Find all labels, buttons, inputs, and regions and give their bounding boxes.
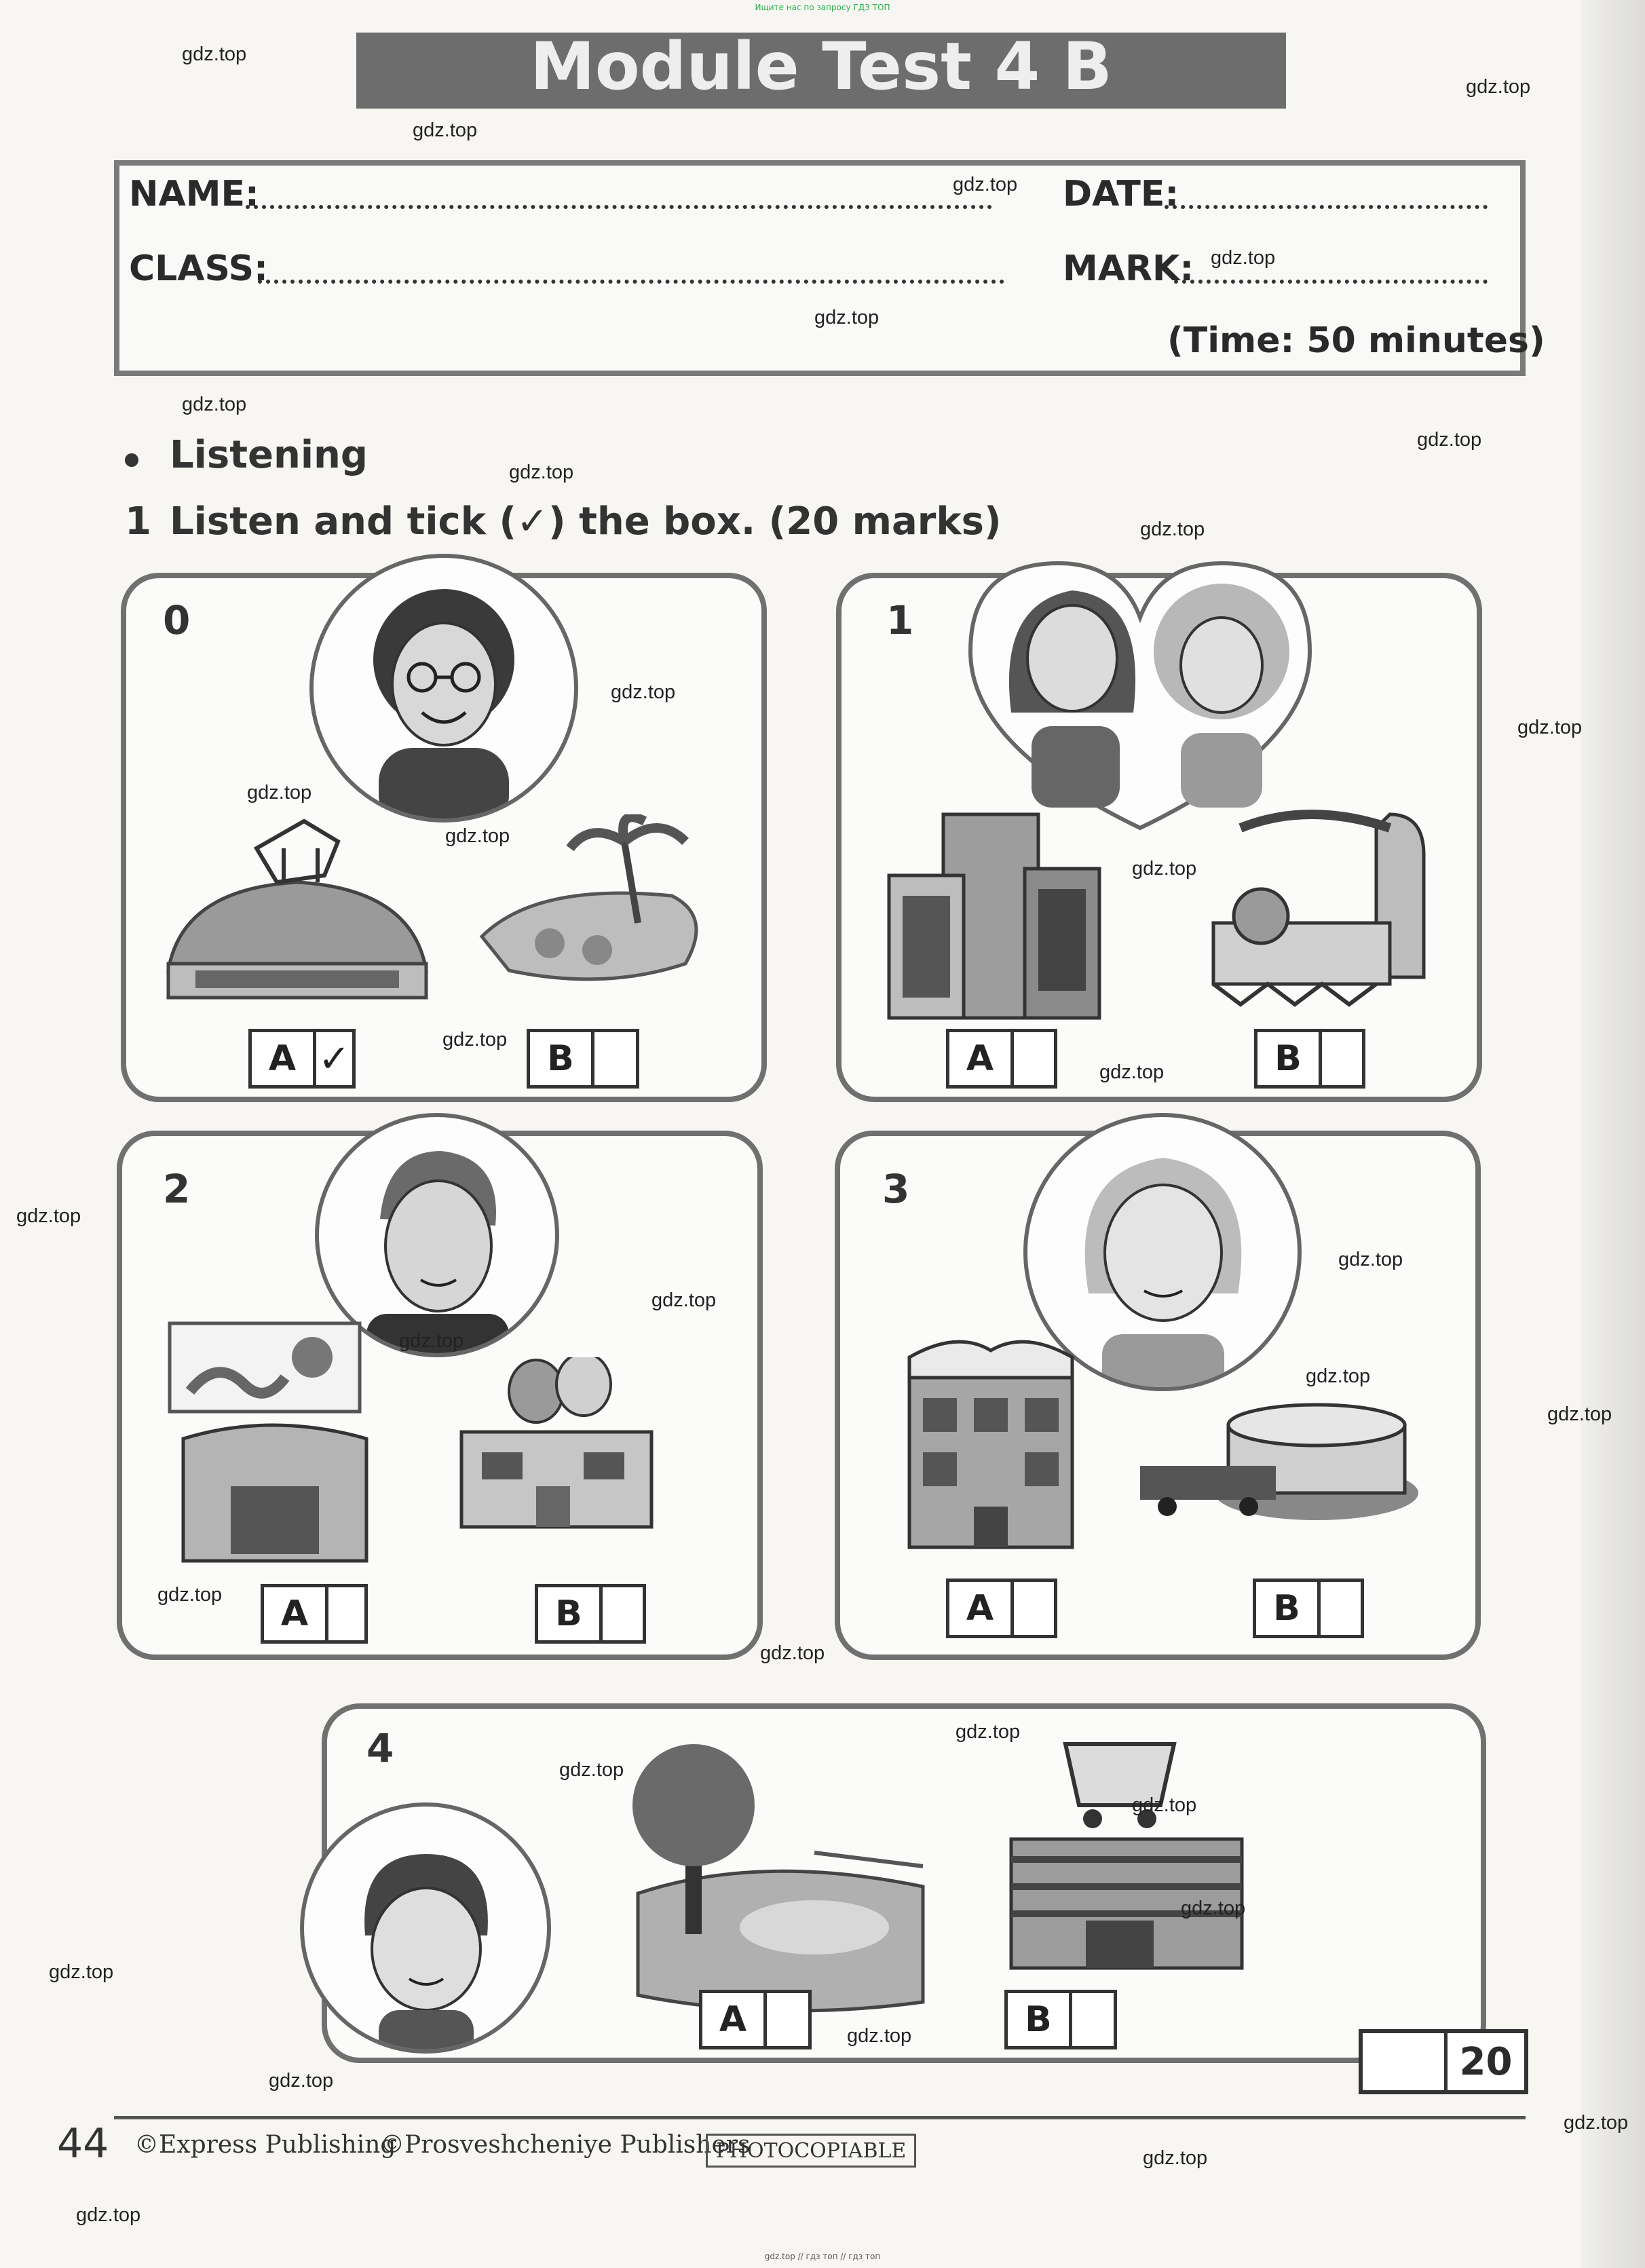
panel-2-choice-a[interactable] bbox=[261, 1584, 368, 1644]
panel-4-choice-b[interactable] bbox=[1004, 1990, 1117, 2049]
station-picture bbox=[1127, 1391, 1425, 1527]
watermark-text: gdz.top bbox=[509, 461, 574, 483]
boy-portrait bbox=[309, 554, 578, 823]
tick-box bbox=[328, 1587, 364, 1640]
watermark-text: gdz.top bbox=[1099, 1061, 1165, 1083]
watermark-text: gdz.top bbox=[1143, 2147, 1208, 2169]
supermarket-picture bbox=[998, 1731, 1255, 1975]
watermark-text: gdz.top bbox=[247, 782, 312, 804]
cinema-picture bbox=[163, 1317, 387, 1574]
watermark-text: gdz.top bbox=[611, 681, 676, 703]
panel-1-choice-a[interactable] bbox=[946, 1029, 1057, 1089]
tick-box bbox=[1072, 1993, 1114, 2046]
section-bullet bbox=[125, 453, 138, 467]
panel-number: 1 bbox=[886, 597, 914, 643]
museum-picture bbox=[155, 808, 440, 1011]
child-portrait bbox=[300, 1802, 551, 2054]
tick-box bbox=[1014, 1032, 1054, 1085]
watermark-text: gdz.top bbox=[182, 43, 247, 65]
watermark-text: gdz.top bbox=[182, 394, 247, 415]
date-field[interactable] bbox=[1165, 198, 1488, 209]
choice-letter: B bbox=[538, 1587, 603, 1640]
watermark-text: gdz.top bbox=[956, 1721, 1021, 1743]
instruction-text: Listen and tick (✓) the box. (20 marks) bbox=[170, 499, 1002, 544]
top-search-note: Ищите нас по запросу ГДЗ ТОП bbox=[755, 3, 890, 12]
tick-box bbox=[767, 1993, 808, 2046]
page-edge-shadow bbox=[1581, 0, 1645, 2268]
tick-box bbox=[1322, 1032, 1362, 1085]
panel-number: 3 bbox=[882, 1166, 910, 1212]
watermark-text: gdz.top bbox=[847, 2025, 912, 2047]
date-label: DATE: bbox=[1063, 174, 1179, 214]
watermark-text: gdz.top bbox=[16, 1205, 81, 1227]
name-field[interactable] bbox=[246, 198, 992, 209]
tick-box bbox=[603, 1587, 643, 1640]
instruction-number: 1 bbox=[125, 499, 151, 544]
publisher-credit-1: ©Express Publishing bbox=[134, 2131, 396, 2159]
mark-label: MARK: bbox=[1063, 248, 1194, 289]
choice-letter: A bbox=[702, 1993, 767, 2046]
watermark-text: gdz.top bbox=[1547, 1403, 1612, 1425]
tick-mark: ✓ bbox=[318, 1036, 350, 1081]
amusement-park-picture bbox=[1200, 787, 1444, 1018]
section-heading: Listening bbox=[170, 433, 368, 477]
watermark-text: gdz.top bbox=[559, 1759, 624, 1781]
watermark-text: gdz.top bbox=[399, 1330, 464, 1352]
watermark-text: gdz.top bbox=[413, 119, 478, 141]
tick-box bbox=[1321, 1582, 1361, 1635]
panel-0-choice-b[interactable] bbox=[527, 1029, 639, 1089]
score-entry-field[interactable] bbox=[1363, 2033, 1448, 2090]
watermark-text: gdz.top bbox=[760, 1642, 825, 1664]
watermark-text: gdz.top bbox=[1140, 518, 1205, 540]
choice-letter: B bbox=[1258, 1032, 1322, 1085]
choice-letter: A bbox=[264, 1587, 328, 1640]
watermark-text: gdz.top bbox=[1417, 429, 1482, 451]
office-building-picture bbox=[875, 801, 1106, 1025]
watermark-text: gdz.top bbox=[1564, 2112, 1629, 2134]
panel-number: 0 bbox=[163, 597, 191, 643]
watermark-text: gdz.top bbox=[1466, 76, 1531, 98]
watermark-text: gdz.top bbox=[445, 825, 510, 847]
page-title: Module Test 4 B bbox=[356, 33, 1286, 109]
watermark-text: gdz.top bbox=[269, 2070, 334, 2092]
watermark-text: gdz.top bbox=[1132, 858, 1197, 880]
footer-divider bbox=[114, 2116, 1526, 2119]
choice-letter: B bbox=[1008, 1993, 1072, 2046]
name-label: NAME: bbox=[129, 174, 259, 214]
bottom-note: gdz.top // гдз топ // гдз топ bbox=[764, 2252, 881, 2261]
watermark-text: gdz.top bbox=[651, 1289, 717, 1311]
tick-box bbox=[594, 1032, 636, 1085]
watermark-text: gdz.top bbox=[1211, 247, 1276, 269]
watermark-text: gdz.top bbox=[442, 1029, 508, 1051]
watermark-text: gdz.top bbox=[49, 1961, 114, 1983]
choice-letter: A bbox=[949, 1582, 1014, 1635]
choice-letter: B bbox=[1256, 1582, 1321, 1635]
mark-field[interactable] bbox=[1174, 273, 1488, 284]
choice-letter: A bbox=[252, 1032, 316, 1085]
section-score-box[interactable] bbox=[1359, 2029, 1528, 2094]
class-label: CLASS: bbox=[129, 248, 268, 289]
panel-3-choice-a[interactable] bbox=[946, 1579, 1057, 1638]
time-limit: (Time: 50 minutes) bbox=[1167, 320, 1545, 361]
watermark-text: gdz.top bbox=[1306, 1365, 1371, 1387]
page-number: 44 bbox=[57, 2120, 109, 2168]
watermark-text: gdz.top bbox=[157, 1584, 223, 1606]
watermark-text: gdz.top bbox=[1517, 717, 1583, 738]
publisher-credit-2: ©Prosveshcheniye Publishers bbox=[380, 2131, 751, 2159]
library-picture bbox=[896, 1323, 1086, 1554]
choice-letter: A bbox=[949, 1032, 1014, 1085]
photocopiable-label: PHOTOCOPIABLE bbox=[706, 2134, 916, 2168]
watermark-text: gdz.top bbox=[953, 174, 1018, 195]
score-total: 20 bbox=[1459, 2039, 1513, 2084]
park-picture bbox=[624, 1731, 937, 2016]
theatre-picture bbox=[448, 1357, 665, 1534]
choice-letter: B bbox=[530, 1032, 594, 1085]
panel-1-choice-b[interactable] bbox=[1254, 1029, 1365, 1089]
panel-number: 4 bbox=[366, 1725, 394, 1771]
panel-number: 2 bbox=[163, 1166, 191, 1212]
panel-4-choice-a[interactable] bbox=[699, 1990, 812, 2049]
watermark-text: gdz.top bbox=[814, 307, 880, 328]
watermark-text: gdz.top bbox=[1338, 1249, 1403, 1270]
panel-0-choice-a[interactable] bbox=[248, 1029, 356, 1089]
tick-box bbox=[1014, 1582, 1054, 1635]
watermark-text: gdz.top bbox=[76, 2204, 141, 2226]
panel-3-choice-b[interactable] bbox=[1253, 1579, 1364, 1638]
watermark-text: gdz.top bbox=[1132, 1794, 1197, 1816]
panel-2-choice-b[interactable] bbox=[535, 1584, 646, 1644]
class-field[interactable] bbox=[258, 273, 1004, 284]
watermark-text: gdz.top bbox=[1181, 1897, 1246, 1919]
